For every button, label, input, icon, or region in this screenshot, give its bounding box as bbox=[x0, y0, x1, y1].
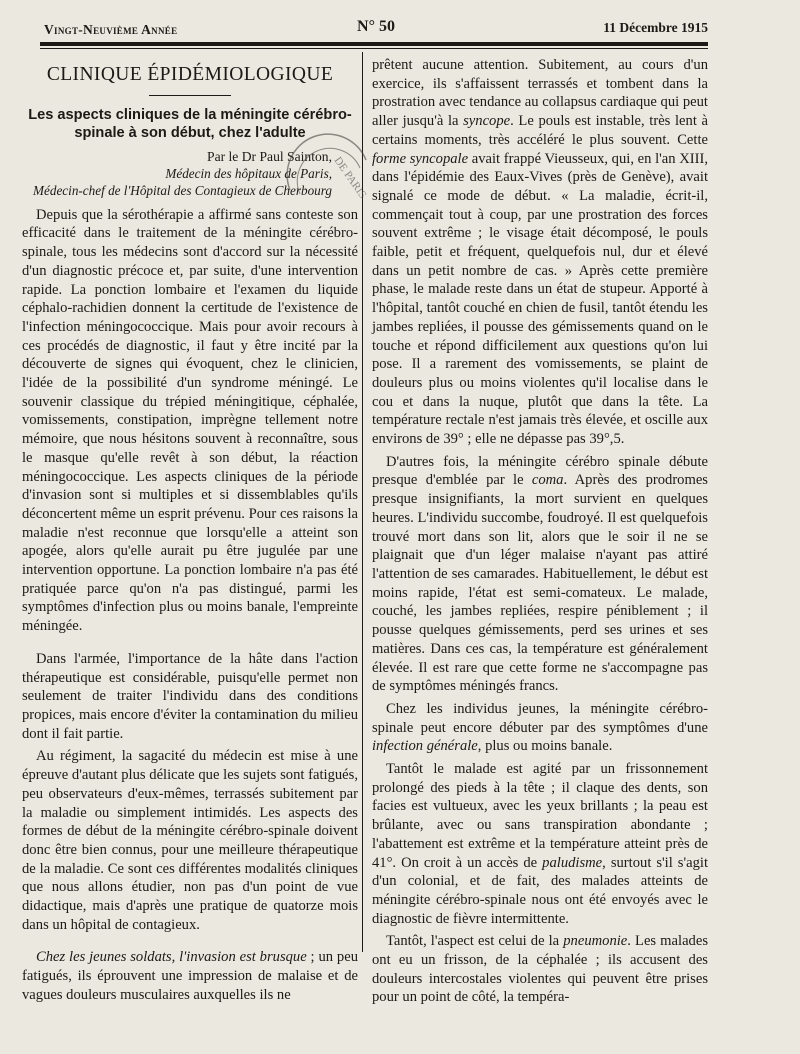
issue-date: 11 Décembre 1915 bbox=[603, 20, 708, 35]
left-paragraph-1: Depuis que la sérothérapie a affirmé sans conteste son efficacité dans le traitement de la méningite cérébro-spinale, tous les médecins sont d'accord sur la nécessité d'un diagnostic précoce et, par suite, d'une intervention rapide. La ponction lombaire et l'examen du liquide céphalo-rachidien donnent la certitude de l'existence de l'infection méningococcique. Mais pour avoir recours à ces procédés de diagnostic, il faut y être incité par la découverte de signes qui évoquent, chez le clinicien, l'idée de la possibilité d'un syndrome méningé. Le souvenir classique du trépied méningitique, céphalée, vomissements, constipation, imprègne tellement notre mémoire, que nous hésitons souvent à reconnaître, sous le masque qu'elle revêt à son début, la réaction méningococcique. Les aspects cliniques de la période d'invasion sont si multiples et si dissemblables qu'ils déconcertent même un esprit prévenu. Pour ces raisons la maladie n'est reconnue que lorsqu'elle a atteint son apogée, alors qu'elle aurait pu être jugulée par une intervention opportune. La ponction lombaire n'a pas été pratiquée parce qu'on n'a pas distingué, parmi les symptômes d'infection plus ou moins banale, l'empreinte méningée. bbox=[22, 206, 358, 635]
section-title-rule bbox=[149, 95, 231, 96]
stamp-text: DE PARIS bbox=[331, 154, 369, 201]
library-stamp-icon bbox=[282, 130, 374, 202]
section-title: CLINIQUE ÉPIDÉMIOLOGIQUE bbox=[46, 64, 334, 85]
right-column bbox=[372, 56, 708, 1011]
right-paragraph-2: D'autres fois, la méningite cérébro spinale débute presque d'emblée par le coma. Après des prodromes presque insignifiants, la mort survient en quelques heures. L'individu succombe, foudroyé. Il est quelquefois trouvé mort dans son lit, alors que le soir il ne se plaignait que d'un léger malaise n'ayant pas attiré l'attention de ses camarades. Habituellement, le début est moins rapide, l'état est semi-comateux. Le malade, couché, les jambes repliées, respire péniblement ; il pousse quelques gémissements, perd ses urines et ses matières. Dans ces cas, la température est généralement élevée. Il est rare que cette forme ne s'accompagne pas de symptômes méningés francs. bbox=[372, 453, 708, 695]
volume-year: Vingt-Neuvième Année bbox=[44, 22, 178, 37]
affiliation-1: Médecin des hôpitaux de Paris, bbox=[165, 165, 332, 181]
right-paragraph-5: Tantôt, l'aspect est celui de la pneumonie. Les malades ont eu un frisson, de la céphalée ; ils accusent des douleurs intercostales violentes qui peuvent être prises pour un point de côté, la tempéra- bbox=[372, 933, 708, 1006]
header-rule-thick bbox=[40, 42, 708, 46]
left-paragraph-2: Dans l'armée, l'importance de la hâte dans l'action thérapeutique est considérable, puisqu'elle permet non seulement de traiter l'individu dans des conditions propices, mais encore d'éviter la contamination du milieu dont il fait partie. bbox=[22, 650, 358, 742]
header-rule-thin bbox=[40, 48, 708, 49]
page-header bbox=[44, 18, 708, 40]
right-paragraph-3: Chez les individus jeunes, la méningite cérébro-spinale peut encore débuter par des symptômes d'une infection générale, plus ou moins banale. bbox=[372, 700, 708, 755]
left-paragraph-3: Au régiment, la sagacité du médecin est mise à une épreuve d'autant plus délicate que les sujets sont fatigués, peu observateurs d'eux-mêmes, terrassés subitement par la maladie ou simplement intimidés. Les aspects des formes de début de la méningite cérébro-spinale doivent donc être bien connus, pour une meilleure thérapeutique de la maladie. Ce sont ces différentes modalités cliniques que nous allons étudier, non pas d'un point de vue didactique, mais d'après une pratique de quatorze mois dans un hôpital de contagieux. bbox=[22, 748, 358, 933]
issue-number: N° 50 bbox=[357, 18, 395, 35]
left-paragraph-4: Chez les jeunes soldats, l'invasion est brusque ; un peu fatigués, ils éprouvent une impression de malaise et de vagues douleurs musculaires auxquelles ils ne bbox=[22, 949, 358, 1003]
right-paragraph-4: Tantôt le malade est agité par un frissonnement prolongé des pieds à la tête ; il claque des dents, son facies est vultueux, avec les yeux brillants ; la peau est brûlante, avec ou sans transpiration abondante ; l'abattement est extrême et la température atteint près de 41°. On croit à un accès de paludisme, surtout s'il s'agit d'un colonial, et de fait, des malades atteints de méningite cérébro-spinale nous ont été envoyés avec le diagnostic de fièvre intermittente. bbox=[372, 761, 708, 927]
affiliation-2: Médecin-chef de l'Hôpital des Contagieux de Cherbourg bbox=[33, 182, 332, 198]
right-paragraph-1: prêtent aucune attention. Subitement, au cours d'un exercice, ils s'affaissent terrassés et tombent dans la prostration avec tendance au collapsus cardiaque qui peut aller jusqu'à la syncope. Le pouls est instable, très lent à certains moments, très accéléré le plus souvent. Cette forme syncopale avait frappé Vieusseux, qui, en l'an XIII, dans l'épidémie des Eaux-Vives (près de Genève), avait signalé ce mode de début. « La maladie, écrit-il, commençait tout à coup, par une prostration des forces souvent extrême ; le visage était décomposé, le pouls faible, petit et fréquent, quelquefois nul, dur et élevé dans un petit nombre de cas. » Après cette première phase, le malade reste dans un état de stupeur. Apporté à l'hôpital, tantôt couché en chien de fusil, tantôt étendu les jambes repliées, il pousse des gémissements quand on le touche et répond difficilement aux questions qu'on lui pose. Il a rarement des vomissements, se plaint de douleurs plus ou moins violentes qu'il localise dans le cou et dans la nuque, plutôt que dans la tête. La température rectale n'est jamais très élevée, et oscille aux environs de 39° ; elle ne dépasse pas 39°,5. bbox=[372, 57, 708, 448]
article-title: Les aspects cliniques de la méningite cérébro-spinale à son début, chez l'adulte bbox=[28, 106, 352, 141]
author-line: Par le Dr Paul Sainton, bbox=[207, 148, 332, 164]
